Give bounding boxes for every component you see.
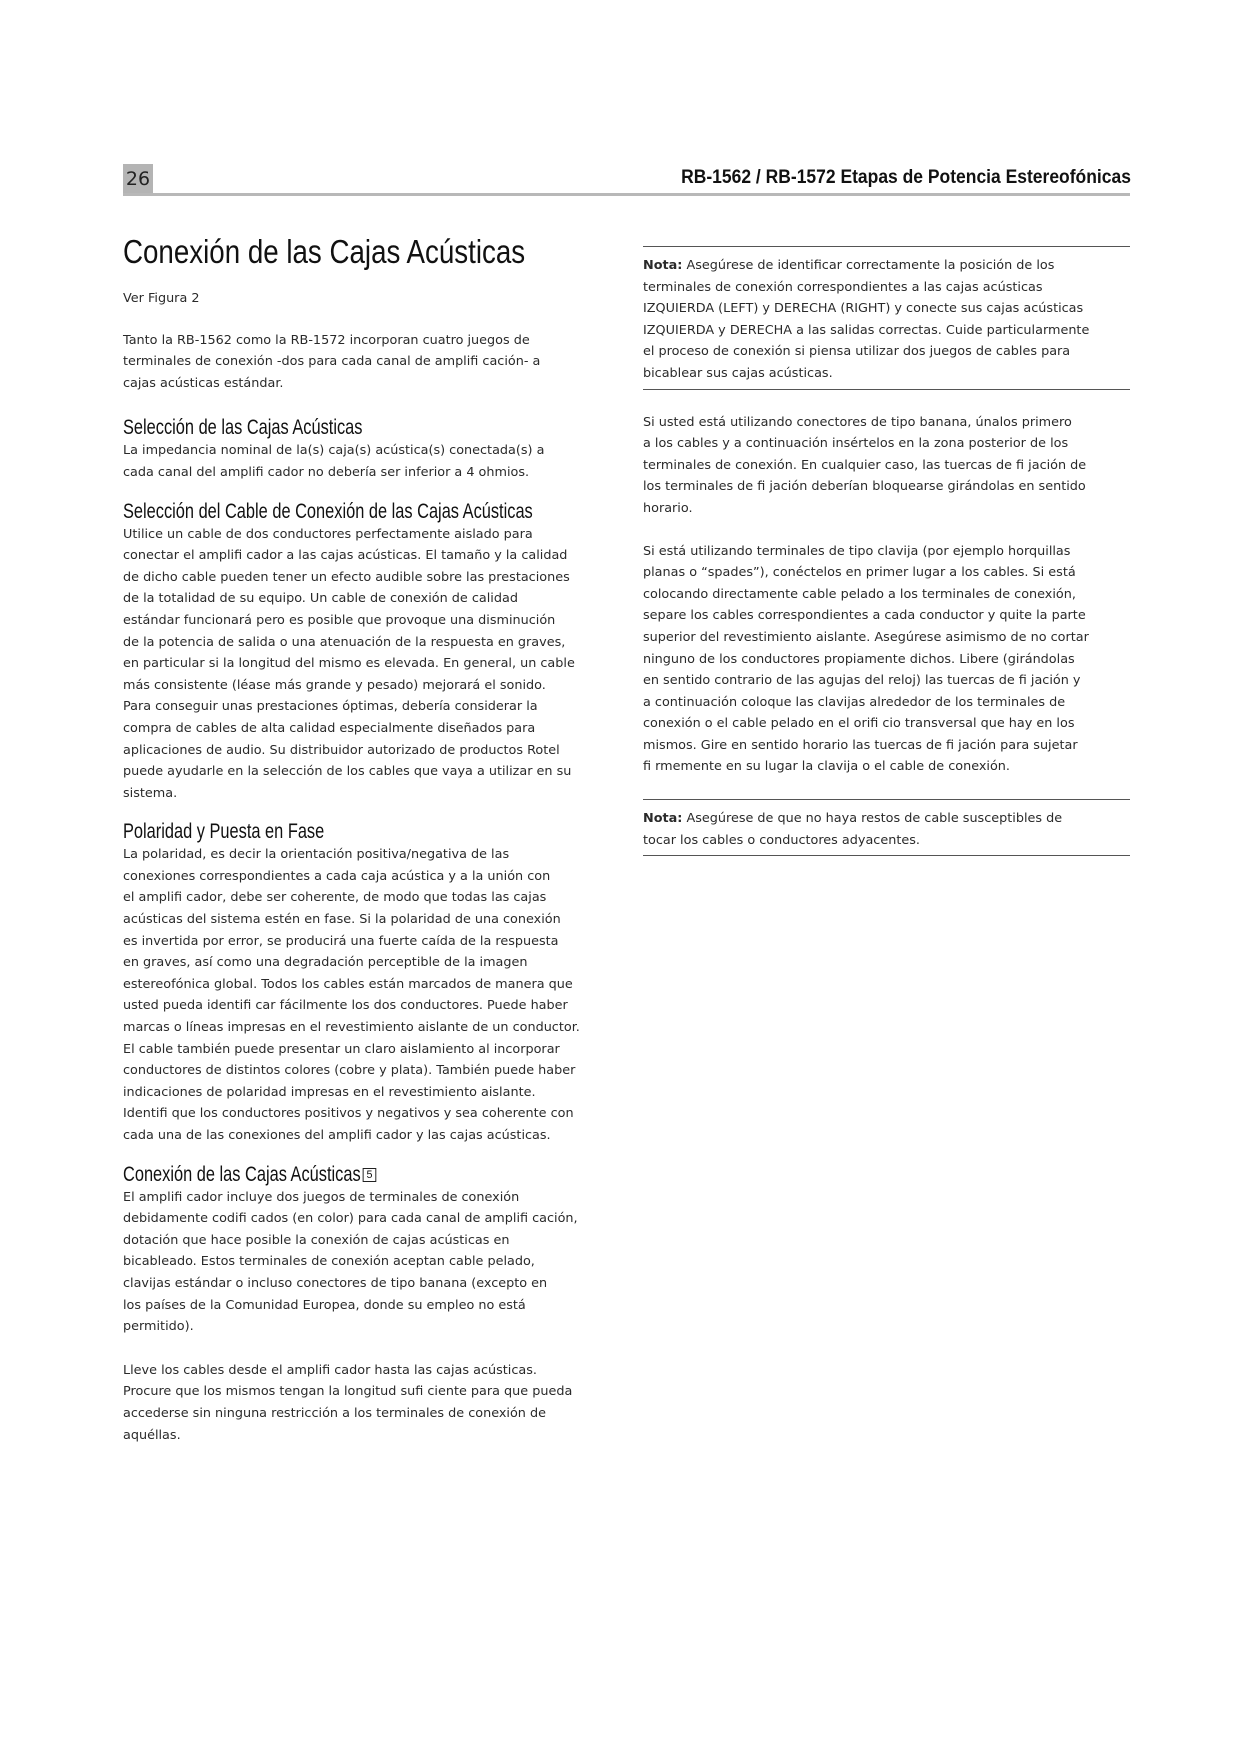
section-body: El amplifi cador incluye dos juegos de terminales de conexión debidamente codifi cados (en color) para cada canal de amplifi cación, dotación que hace posible la conexión de cajas acústicas en bicableado. Estos terminales de conexión aceptan cable pelado, clavijas estándar o incluso conectores de tipo banana (excepto en los países de la Comunidad Europea, donde su empleo no está permitido). <box>123 1189 578 1335</box>
right-column <box>643 246 1130 878</box>
note-body: Asegúrese de que no haya restos de cable susceptibles de tocar los cables o conductores adyacentes. <box>643 811 1063 848</box>
section-body: Utilice un cable de dos conductores perfectamente aislado para conectar el amplifi cador a las cajas acústicas. El tamaño y la calidad de dicho cable pueden tener un efecto audible sobre las prestaciones de la totalidad de su equipo. Un cable de conexión de calidad estándar funcionará pero es posible que provoque una disminución de la potencia de salida o una atenuación de la respuesta en graves, en particular si la longitud del mismo es elevada. En general, un cable más consistente (léase más grande y pesado) mejorará el sonido. Para conseguir unas prestaciones óptimas, debería considerar la compra de cables de alta calidad especialmente diseñados para aplicaciones de audio. Su distribuidor autorizado de productos Rotel puede ayudarle en la selección de los cables que vaya a utilizar en su sistema. <box>123 526 575 801</box>
left-column <box>123 230 623 1462</box>
note-text <box>643 808 1130 851</box>
section-body: La impedancia nominal de la(s) caja(s) acústica(s) conectada(s) a cada canal del amplifi cador no debería ser inferior a 4 ohmios. <box>123 443 545 480</box>
page-title: Conexión de las Cajas Acústicas <box>123 233 526 270</box>
figure-ref-box: 5 <box>362 1168 376 1182</box>
section-title: Polaridad y Puesta en Fase <box>123 820 325 844</box>
figure-reference: Ver Figura 2 <box>123 291 200 306</box>
note-text <box>643 255 1130 385</box>
section-cable-selection <box>123 500 623 805</box>
note-label: Nota: <box>643 811 683 827</box>
section-title-row <box>123 1163 513 1187</box>
note-box <box>643 799 1130 856</box>
section-speaker-selection <box>123 416 623 483</box>
section-speaker-connection <box>123 1163 623 1447</box>
section-title: Selección del Cable de Conexión de las Cajas Acústicas <box>123 499 533 523</box>
spade-connector-paragraph: Si está utilizando terminales de tipo clavija (por ejemplo horquillas planas o “spades”), conéctelos en primer lugar a los cables. Si está colocando directamente cable pelado a los terminales de conexión, separe los cables correspondientes a cada conductor y quite la parte superior del revestimiento aislante. Asegúrese asimismo de no cortar ninguno de los conductores propiamente dichos. Libere (girándolas en sentido contrario de las agujas del reloj) las tuercas de fi jación y a continuación coloque las clavijas alrededor de los terminales de conexión o el cable pelado en el orifi cio transversal que hay en los mismos. Gire en sentido horario las tuercas de fi jación para sujetar fi rmemente en su lugar la clavija o el cable de conexión. <box>643 543 1089 775</box>
header-title: RB-1562 / RB-1572 Etapas de Potencia Estereofónicas <box>681 167 1131 188</box>
page-number: 26 <box>123 164 153 194</box>
section-title: Selección de las Cajas Acústicas <box>123 416 363 440</box>
section-title: Conexión de las Cajas Acústicas <box>123 1162 361 1186</box>
section-body: La polaridad, es decir la orientación positiva/negativa de las conexiones correspondientes a cada caja acústica y a la unión con el amplifi cador, debe ser coherente, de modo que todas las cajas acústicas del sistema estén en fase. Si la polaridad de una conexión es invertida por error, se producirá una fuerte caída de la respuesta en graves, así como una degradación perceptible de la imagen estereofónica global. Todos los cables están marcados de manera que usted pueda identifi car fácilmente los dos conductores. Puede haber marcas o líneas impresas en el revestimiento aislante de un conductor. El cable también puede presentar un claro aislamiento al incorporar conductores de distintos colores (cobre y plata). También puede haber indicaciones de polaridad impresas en el revestimiento aislante. Identifi que los conductores positivos y negativos y sea coherente con cada una de las conexiones del amplifi cador y las cajas acústicas. <box>123 847 580 1143</box>
note-body: Asegúrese de identificar correctamente la posición de los terminales de conexión correspondientes a las cajas acústicas IZQUIERDA (LEFT) y DERECHA (RIGHT) y conecte sus cajas acústicas IZQUIERDA y DERECHA a las salidas correctas. Cuide particularmente el proceso de conexión si piensa utilizar dos juegos de cables para bicablear sus cajas acústicas. <box>643 258 1090 381</box>
section-polarity <box>123 820 623 1146</box>
intro-paragraph: Tanto la RB-1562 como la RB-1572 incorporan cuatro juegos de terminales de conexión -dos para cada canal de amplifi cación- a cajas acústicas estándar. <box>123 332 541 391</box>
header-rule <box>123 193 1130 196</box>
note-label: Nota: <box>643 258 683 273</box>
note-box <box>643 246 1130 390</box>
section-body-2: Lleve los cables desde el amplifi cador hasta las cajas acústicas. Procure que los mismos tengan la longitud sufi ciente para que pueda accederse sin ninguna restricción a los terminales de conexión de aquéllas. <box>123 1362 573 1443</box>
banana-connector-paragraph: Si usted está utilizando conectores de tipo banana, únalos primero a los cables y a continuación insértelos en la zona posterior de los terminales de conexión. En cualquier caso, las tuercas de fi jación de los terminales de fi jación deberían bloquearse girándolas en sentido horario. <box>643 414 1087 516</box>
